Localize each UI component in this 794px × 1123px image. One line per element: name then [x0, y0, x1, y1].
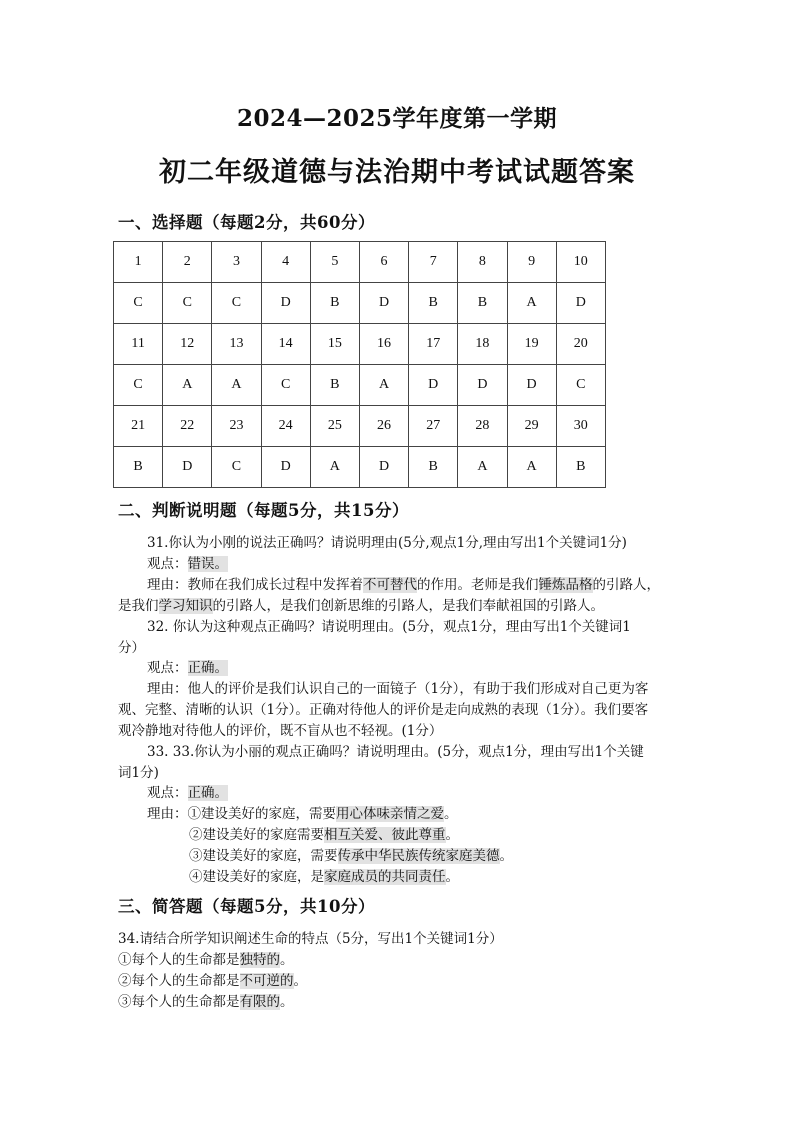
table-cell: 14	[261, 324, 310, 365]
q34-point1: ①每个人的生命都是独特的。	[118, 952, 294, 968]
table-row-answers	[114, 447, 606, 488]
table-cell: B	[114, 447, 163, 488]
table-cell: B	[556, 447, 605, 488]
table-cell: C	[212, 447, 261, 488]
table-cell: A	[507, 283, 556, 324]
table-cell: 18	[458, 324, 507, 365]
table-cell: A	[310, 447, 359, 488]
answer-table	[113, 241, 606, 488]
table-row-numbers	[114, 324, 606, 365]
table-cell: B	[310, 283, 359, 324]
table-cell: 25	[310, 406, 359, 447]
q31-reason-line2: 是我们学习知识的引路人，是我们创新思维的引路人，是我们奉献祖国的引路人。	[118, 598, 604, 614]
table-cell: C	[114, 365, 163, 406]
table-cell: 16	[359, 324, 408, 365]
table-cell: 24	[261, 406, 310, 447]
table-cell: C	[556, 365, 605, 406]
section2-heading: 二、判断说明题（每题5分，共15分）	[118, 501, 409, 520]
table-cell: 12	[163, 324, 212, 365]
table-cell: A	[212, 365, 261, 406]
section3-heading: 三、简答题（每题5分，共10分）	[118, 897, 375, 916]
table-cell: D	[507, 365, 556, 406]
table-cell: 2	[163, 242, 212, 283]
q31-reason-line1: 理由：教师在我们成长过程中发挥着不可替代的作用。老师是我们锤炼品格的引路人，	[147, 577, 660, 593]
table-cell: 26	[359, 406, 408, 447]
table-cell: C	[114, 283, 163, 324]
q32-reason-line1: 理由：他人的评价是我们认识自己的一面镜子（1分），有助于我们形成对自己更为客	[147, 681, 649, 697]
table-cell: 4	[261, 242, 310, 283]
table-cell: 27	[409, 406, 458, 447]
table-cell: B	[409, 447, 458, 488]
table-cell: D	[261, 447, 310, 488]
table-cell: B	[458, 283, 507, 324]
table-cell: D	[556, 283, 605, 324]
q34-point3: ③每个人的生命都是有限的。	[118, 994, 294, 1010]
section1-heading: 一、选择题（每题2分，共60分）	[118, 213, 375, 232]
q33-reason-item3: ③建设美好的家庭，需要传承中华民族传统家庭美德。	[189, 848, 513, 864]
table-cell: C	[261, 365, 310, 406]
table-cell: 10	[556, 242, 605, 283]
table-cell: D	[458, 365, 507, 406]
table-cell: 28	[458, 406, 507, 447]
table-cell: A	[458, 447, 507, 488]
table-cell: D	[359, 283, 408, 324]
table-row-numbers	[114, 242, 606, 283]
table-cell: 3	[212, 242, 261, 283]
table-cell: 6	[359, 242, 408, 283]
table-cell: 21	[114, 406, 163, 447]
q32-question-line2: 分）	[118, 640, 145, 656]
table-row-numbers	[114, 406, 606, 447]
q31-question: 31.你认为小刚的说法正确吗？请说明理由(5分,观点1分,理由写出1个关键词1分)	[147, 535, 627, 551]
table-cell: D	[409, 365, 458, 406]
table-cell: 7	[409, 242, 458, 283]
table-cell: B	[409, 283, 458, 324]
table-row-answers	[114, 365, 606, 406]
table-cell: D	[261, 283, 310, 324]
q33-reason-item1: 理由：①建设美好的家庭，需要用心体味亲情之爱。	[147, 806, 458, 822]
table-cell: 11	[114, 324, 163, 365]
q32-view: 观点：正确。	[147, 660, 228, 676]
q33-question-line2: 词1分)	[118, 765, 159, 781]
table-cell: 19	[507, 324, 556, 365]
q32-question-line1: 32. 你认为这种观点正确吗？请说明理由。(5分，观点1分，理由写出1个关键词1	[147, 619, 631, 635]
table-cell: 23	[212, 406, 261, 447]
table-cell: D	[359, 447, 408, 488]
table-cell: A	[359, 365, 408, 406]
table-cell: B	[310, 365, 359, 406]
q33-reason-item4: ④建设美好的家庭，是家庭成员的共同责任。	[189, 869, 459, 885]
q33-view: 观点：正确。	[147, 785, 228, 801]
table-cell: 15	[310, 324, 359, 365]
q33-question-line1: 33. 33.你认为小丽的观点正确吗？请说明理由。(5分，观点1分，理由写出1个关键	[147, 744, 644, 760]
table-cell: 20	[556, 324, 605, 365]
table-cell: A	[163, 365, 212, 406]
table-row-answers	[114, 283, 606, 324]
table-cell: C	[163, 283, 212, 324]
table-cell: 1	[114, 242, 163, 283]
table-cell: 5	[310, 242, 359, 283]
table-cell: 8	[458, 242, 507, 283]
table-cell: D	[163, 447, 212, 488]
q33-reason-item2: ②建设美好的家庭需要相互关爱、彼此尊重。	[189, 827, 459, 843]
table-cell: 29	[507, 406, 556, 447]
q31-view: 观点：错误。	[147, 556, 228, 572]
table-cell: 13	[212, 324, 261, 365]
table-cell: C	[212, 283, 261, 324]
table-cell: 30	[556, 406, 605, 447]
table-cell: 17	[409, 324, 458, 365]
table-cell: 9	[507, 242, 556, 283]
table-cell: A	[507, 447, 556, 488]
q32-reason-line2: 观、完整、清晰的认识（1分）。正确对待他人的评价是走向成熟的表现（1分）。我们要客	[118, 702, 649, 718]
page-title-line2: 初二年级道德与法治期中考试试题答案	[159, 157, 635, 188]
table-cell: 22	[163, 406, 212, 447]
q34-point2: ②每个人的生命都是不可逆的。	[118, 973, 307, 989]
page-title-line1: 2024—2025学年度第一学期	[236, 105, 558, 132]
q32-reason-line3: 观冷静地对待他人的评价，既不盲从也不轻视。(1分）	[118, 723, 443, 739]
q34-question: 34.请结合所学知识阐述生命的特点（5分，写出1个关键词1分）	[118, 931, 503, 947]
